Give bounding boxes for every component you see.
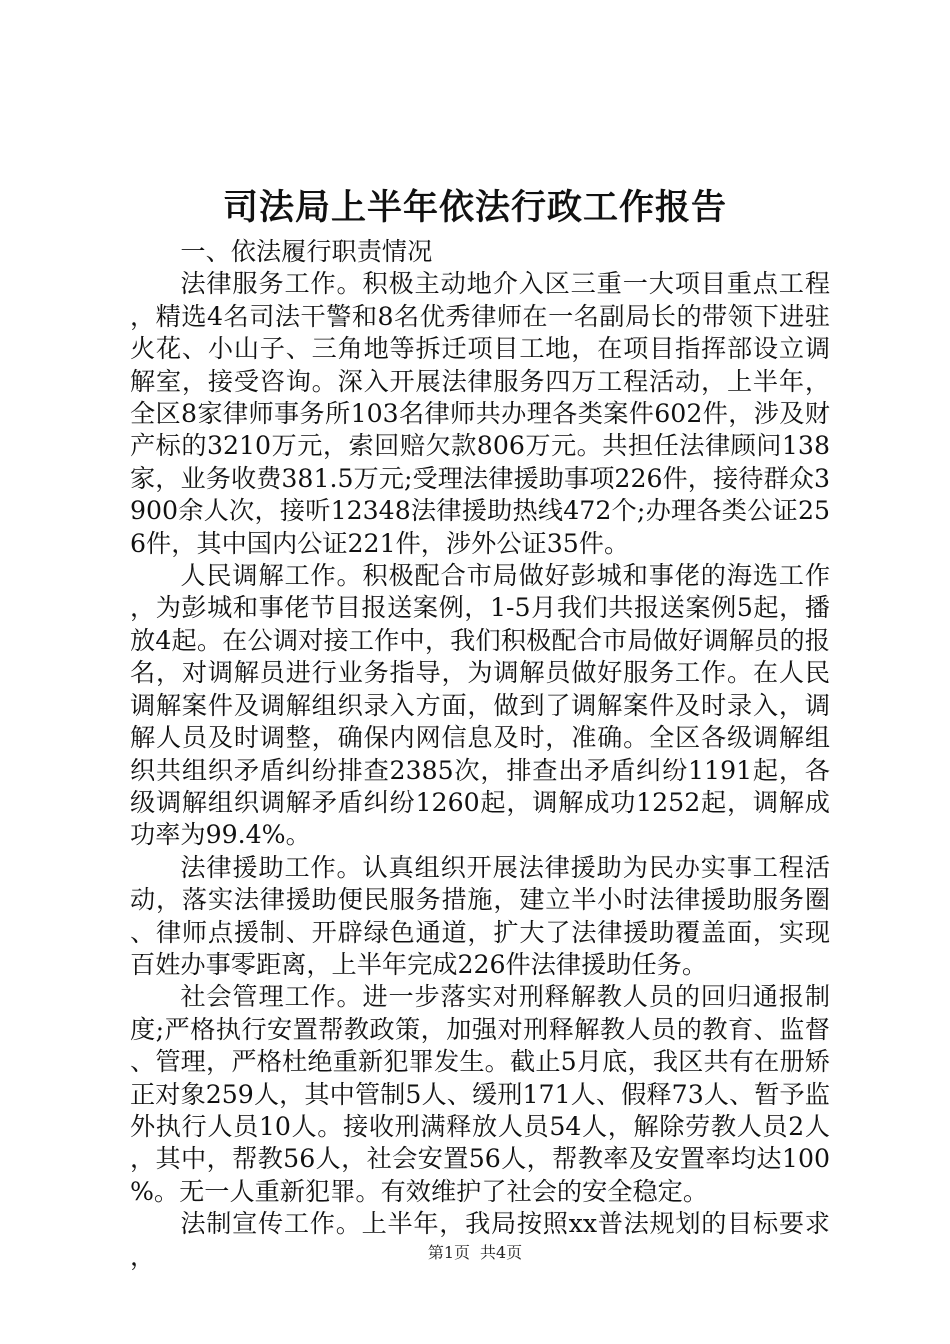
page-total: 共4页 bbox=[480, 1243, 523, 1262]
page-number: 第1页 bbox=[427, 1243, 470, 1262]
page-footer bbox=[0, 1243, 950, 1263]
paragraph-social-management: 社会管理工作。进一步落实对刑释解教人员的回归通报制度;严格执行安置帮教政策，加强对刑释解教人员的教育、监督、管理，严格杜绝重新犯罪发生。截止5月底，我区共有在册矫正对象259人，其中管制5人、缓刑171人、假释73人、暂予监外执行人员10人。接收刑满释放人员54人，解除劳教人员2人，其中，帮教56人，社会安置56人，帮教率及安置率均达100%。无一人重新犯罪。有效维护了社会的安全稳定。 bbox=[130, 982, 830, 1206]
paragraph-legal-services: 法律服务工作。积极主动地介入区三重一大项目重点工程，精选4名司法干警和8名优秀律师在一名副局长的带领下进驻火花、小山子、三角地等拆迁项目工地，在项目指挥部设立调解室，接受咨询。深入开展法律服务四万工程活动，上半年，全区8家律师事务所103名律师共办理各类案件602件，涉及财产标的3210万元，索回赔欠款806万元。共担任法律顾问138家，业务收费381.5万元;受理法律援助事项226件，接待群众3900余人次，接听12348法律援助热线472个;办理各类公证256件，其中国内公证221件，涉外公证35件。 bbox=[130, 269, 830, 558]
document-body bbox=[130, 236, 830, 1273]
section-heading: 一、依法履行职责情况 bbox=[180, 237, 433, 266]
paragraph-legal-aid: 法律援助工作。认真组织开展法律援助为民办实事工程活动，落实法律援助便民服务措施，建立半小时法律援助服务圈、律师点援制、开辟绿色通道，扩大了法律援助覆盖面，实现百姓办事零距离，上半年完成226件法律援助任务。 bbox=[130, 852, 830, 979]
document-title: 司法局上半年依法行政工作报告 bbox=[222, 187, 727, 228]
paragraph-mediation: 人民调解工作。积极配合市局做好彭城和事佬的海选工作，为彭城和事佬节目报送案例，1-5月我们共报送案例5起，播放4起。在公调对接工作中，我们积极配合市局做好调解员的报名，对调解员进行业务指导，为调解员做好服务工作。在人民调解案件及调解组织录入方面，做到了调解案件及时录入，调解人员及时调整，确保内网信息及时，准确。全区各级调解组织共组织矛盾纠纷排查2385次，排查出矛盾纠纷1191起，各级调解组织调解矛盾纠纷1260起，调解成功1252起，调解成功率为99.4%。 bbox=[130, 561, 830, 850]
paragraph-legal-publicity: 法制宣传工作。上半年，我局按照xx普法规划的目标要求， bbox=[130, 1209, 830, 1271]
